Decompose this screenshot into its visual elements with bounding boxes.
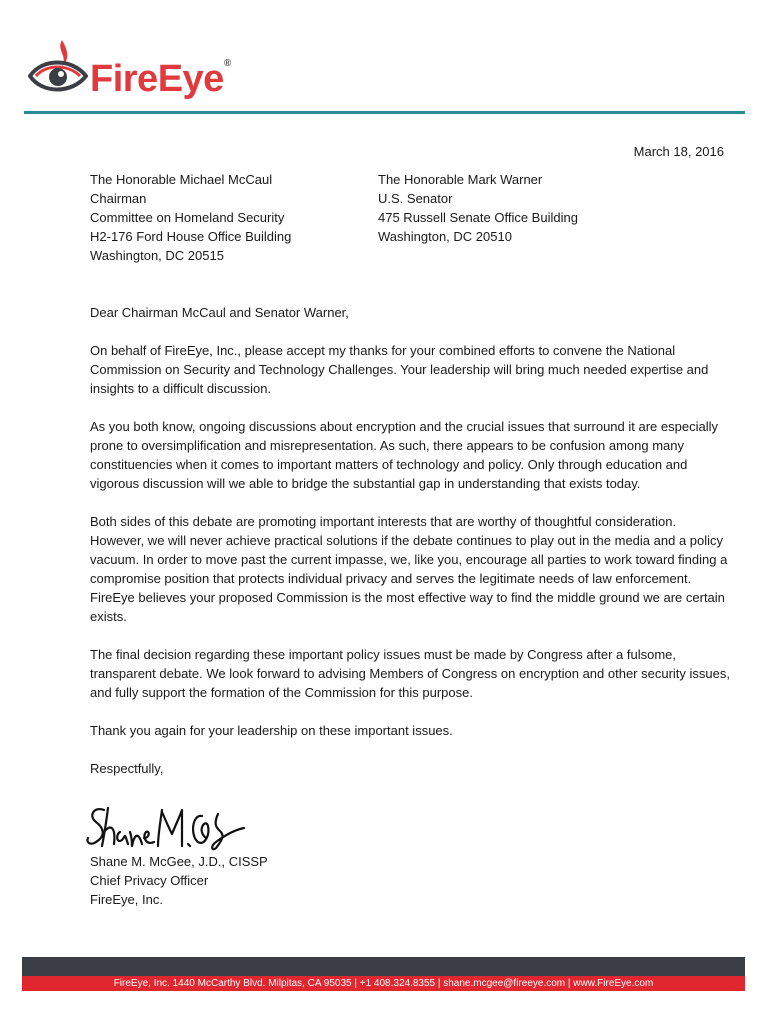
footer-band — [22, 957, 745, 976]
letter-body — [90, 303, 730, 797]
address-line: The Honorable Michael McCaul — [90, 172, 273, 187]
address-line: Washington, DC 20510 — [378, 229, 512, 244]
body-paragraph: As you both know, ongoing discussions about encryption and the crucial issues that surround it are especially prone to oversimplification and misrepresentation. As such, there appears to be confusion among many constituencies when it comes to important matters of technology and policy. Only through education and vigorous discussion will we able to bridge the substantial gap in understanding that exists today. — [90, 419, 718, 491]
address-line: Washington, DC 20515 — [90, 248, 224, 263]
address-line: Committee on Homeland Security — [90, 210, 285, 225]
address-line: 475 Russell Senate Office Building — [378, 210, 578, 225]
address-line: The Honorable Mark Warner — [378, 172, 543, 187]
footer-contact-bar: FireEye, Inc. 1440 McCarthy Blvd. Milpitas, CA 95035 | +1 408.324.8355 | shane.mcgee@fireeye.com | www.FireEye.com — [22, 976, 745, 991]
eye-flame-icon — [28, 36, 88, 106]
closing: Respectfully, — [90, 761, 164, 776]
handwritten-signature — [84, 796, 274, 852]
salutation: Dear Chairman McCaul and Senator Warner, — [90, 305, 349, 320]
signer-block — [90, 852, 268, 909]
address-line: Chairman — [90, 191, 147, 206]
header-divider — [24, 111, 745, 114]
address-line: U.S. Senator — [378, 191, 453, 206]
signer-title: Chief Privacy Officer — [90, 873, 209, 888]
brand-name: FireEye® — [90, 58, 231, 100]
signer-company: FireEye, Inc. — [90, 892, 163, 907]
signer-name: Shane M. McGee, J.D., CISSP — [90, 854, 268, 869]
recipient-address-right — [378, 170, 578, 246]
address-line: H2-176 Ford House Office Building — [90, 229, 292, 244]
body-paragraph: Thank you again for your leadership on these important issues. — [90, 723, 453, 738]
body-paragraph: On behalf of FireEye, Inc., please accept my thanks for your combined efforts to convene the National Commission on Security and Technology Challenges. Your leadership will bring much needed expertise and insights to a difficult discussion. — [90, 343, 709, 396]
trademark-symbol: ® — [223, 58, 231, 69]
body-paragraph: The final decision regarding these important policy issues must be made by Congress after a fulsome, transparent debate. We look forward to advising Members of Congress on encryption and other security issues, and fully support the formation of the Commission for this purpose. — [90, 647, 730, 700]
recipient-address-left — [90, 170, 291, 265]
letter-date: March 18, 2016 — [633, 144, 724, 159]
body-paragraph: Both sides of this debate are promoting important interests that are worthy of thoughtful consideration. However, we will never achieve practical solutions if the debate continues to play out in the media and a policy vacuum. In order to move past the current impasse, we, like you, encourage all parties to work toward finding a compromise position that protects individual privacy and serves the legitimate needs of law enforcement. FireEye believes your proposed Commission is the most effective way to find the middle ground we are certain exists. — [90, 514, 728, 624]
